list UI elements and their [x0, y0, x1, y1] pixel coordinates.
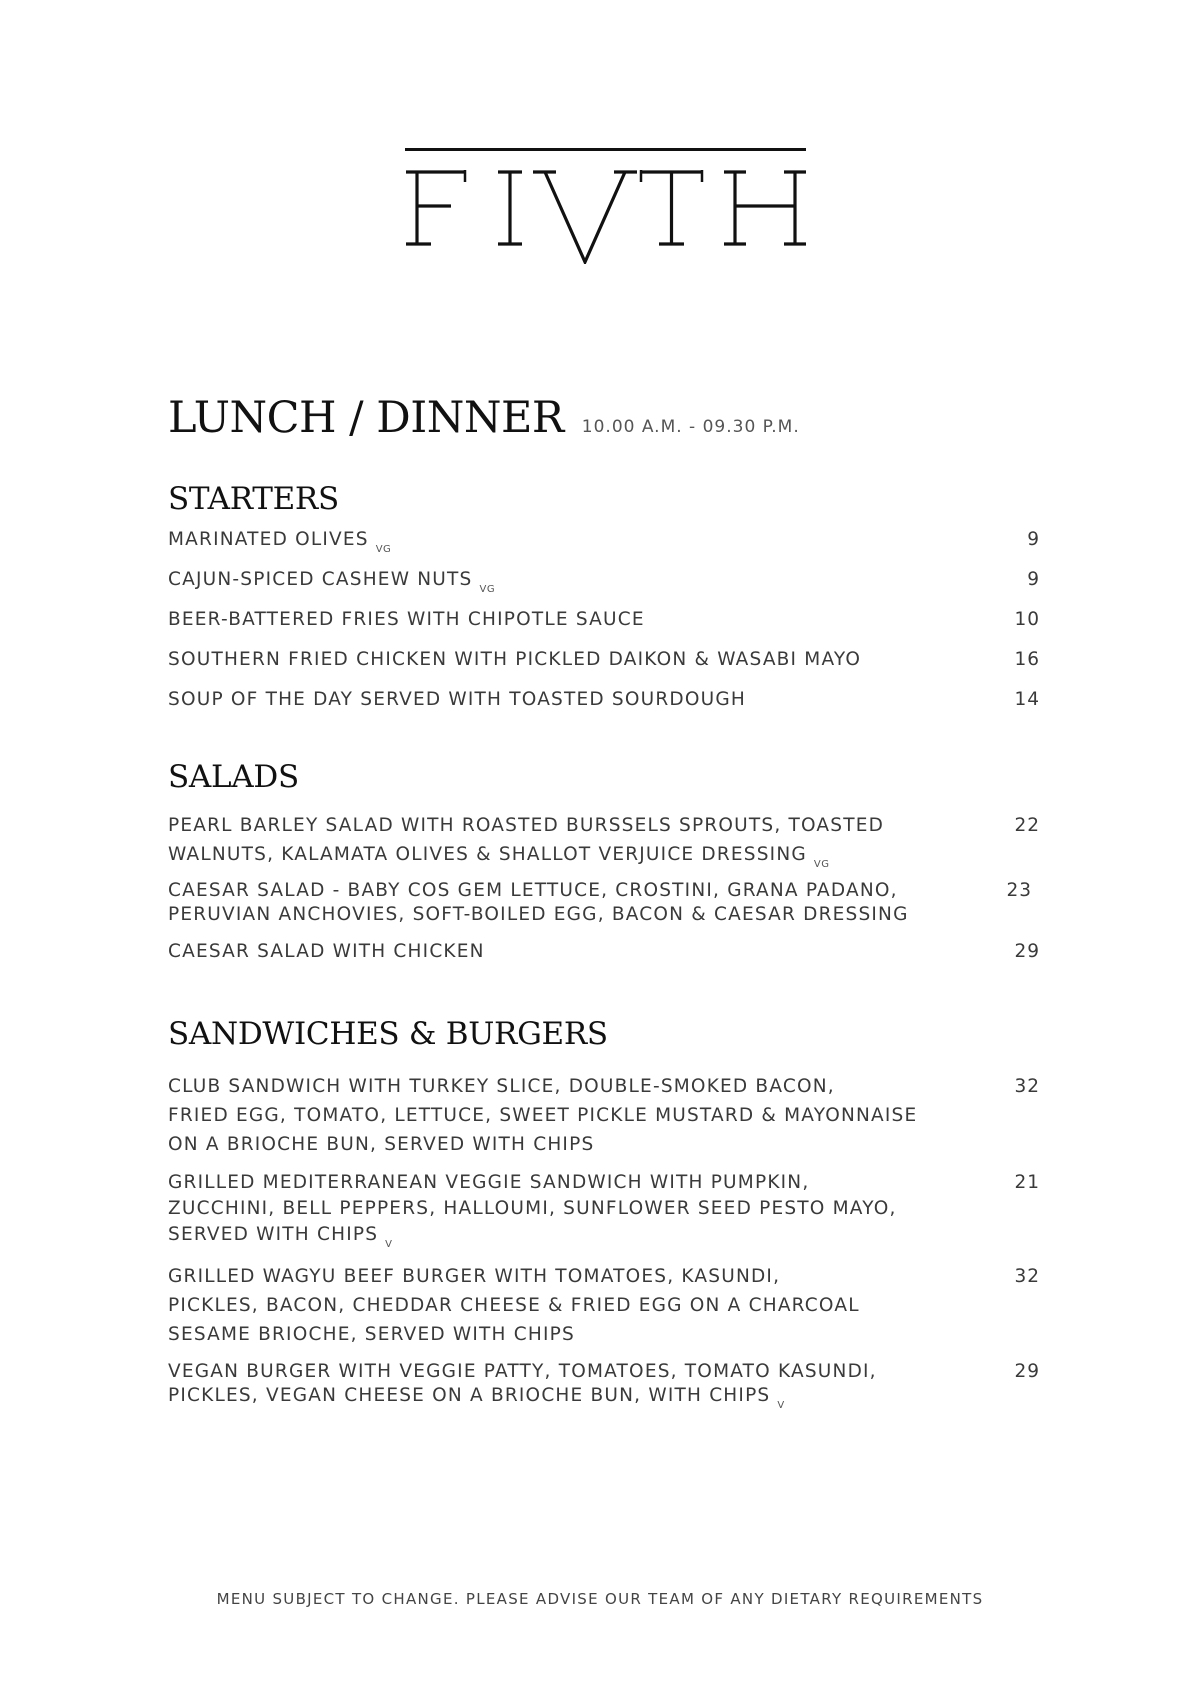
- diet-tag: V: [777, 1400, 785, 1411]
- menu-item: [168, 879, 1040, 927]
- item-description: PICKLES, VEGAN CHEESE ON A BRIOCHE BUN, WITH CHIPS $_V$: [168, 1385, 785, 1411]
- section-sandwiches-burgers: [168, 1014, 1040, 1411]
- menu-item: [168, 811, 1040, 872]
- menu-item: [168, 1262, 1040, 1349]
- section-heading: STARTERS: [168, 481, 339, 517]
- item-price: 32: [1014, 1266, 1040, 1287]
- menu-item: [168, 1072, 1040, 1159]
- menu-item: [168, 649, 1040, 670]
- section-starters: [168, 479, 1040, 710]
- diet-tag: VG: [479, 584, 496, 595]
- item-price: 29: [1014, 1361, 1040, 1382]
- item-description: WALNUTS, KALAMATA OLIVES & SHALLOT VERJUICE DRESSING $_{VG}$: [168, 844, 830, 870]
- item-price: 9: [1027, 569, 1040, 590]
- item-price: 21: [1014, 1172, 1040, 1193]
- item-name: GRILLED MEDITERRANEAN VEGGIE SANDWICH WITH PUMPKIN,: [168, 1172, 810, 1193]
- item-price: 23: [1006, 880, 1032, 901]
- menu-item: [168, 529, 1040, 555]
- item-name: PEARL BARLEY SALAD WITH ROASTED BURSSELS SPROUTS, TOASTED: [168, 815, 885, 836]
- menu-title-text: LUNCH / DINNER: [168, 393, 564, 443]
- item-description: SERVED WITH CHIPS $_V$: [168, 1224, 393, 1250]
- opening-hours: 10.00 A.M. - 09.30 P.M.: [581, 417, 800, 437]
- item-name: SOUP OF THE DAY SERVED WITH TOASTED SOURDOUGH: [168, 689, 746, 710]
- menu-item: [168, 941, 1040, 962]
- item-description: PICKLES, BACON, CHEDDAR CHEESE & FRIED EGG ON A CHARCOAL: [168, 1295, 860, 1316]
- menu-item: [168, 689, 1040, 710]
- item-name: CAESAR SALAD - BABY COS GEM LETTUCE, CROSTINI, GRANA PADANO,: [168, 880, 898, 901]
- item-price: 16: [1014, 649, 1040, 670]
- menu-title: [168, 393, 800, 449]
- diet-tag: V: [385, 1239, 393, 1250]
- footer-note: MENU SUBJECT TO CHANGE. PLEASE ADVISE OUR TEAM OF ANY DIETARY REQUIREMENTS: [216, 1590, 984, 1608]
- item-description: SESAME BRIOCHE, SERVED WITH CHIPS: [168, 1324, 575, 1345]
- section-heading: SANDWICHES & BURGERS: [168, 1016, 608, 1052]
- item-description: PERUVIAN ANCHOVIES, SOFT-BOILED EGG, BACON & CAESAR DRESSING: [168, 904, 909, 925]
- section-salads: [168, 757, 1040, 962]
- menu-item: [168, 1360, 1040, 1411]
- section-heading: SALADS: [168, 759, 299, 795]
- item-price: 14: [1014, 689, 1040, 710]
- menu-item: [168, 1170, 1040, 1251]
- item-description: ON A BRIOCHE BUN, SERVED WITH CHIPS: [168, 1134, 595, 1155]
- item-name: SOUTHERN FRIED CHICKEN WITH PICKLED DAIKON & WASABI MAYO: [168, 649, 862, 670]
- item-price: 29: [1014, 941, 1040, 962]
- menu-item: [168, 569, 1040, 595]
- diet-tag: VG: [375, 544, 392, 555]
- item-name: CAESAR SALAD WITH CHICKEN: [168, 941, 485, 962]
- item-price: 10: [1014, 609, 1040, 630]
- item-price: 22: [1014, 815, 1040, 836]
- item-name: CLUB SANDWICH WITH TURKEY SLICE, DOUBLE-SMOKED BACON,: [168, 1076, 835, 1097]
- item-price: 9: [1027, 529, 1040, 550]
- item-description: FRIED EGG, TOMATO, LETTUCE, SWEET PICKLE MUSTARD & MAYONNAISE: [168, 1105, 918, 1126]
- brand-logo: [405, 148, 806, 264]
- menu-item: [168, 609, 1040, 630]
- item-name: VEGAN BURGER WITH VEGGIE PATTY, TOMATOES, TOMATO KASUNDI,: [168, 1361, 877, 1382]
- item-description: ZUCCHINI, BELL PEPPERS, HALLOUMI, SUNFLOWER SEED PESTO MAYO,: [168, 1198, 897, 1219]
- item-price: 32: [1014, 1076, 1040, 1097]
- diet-tag: VG: [813, 859, 830, 870]
- item-name: GRILLED WAGYU BEEF BURGER WITH TOMATOES, KASUNDI,: [168, 1266, 781, 1287]
- item-name: BEER-BATTERED FRIES WITH CHIPOTLE SAUCE: [168, 609, 645, 630]
- item-name: MARINATED OLIVES $_{VG}$: [168, 529, 392, 555]
- item-name: CAJUN-SPICED CASHEW NUTS $_{VG}$: [168, 569, 496, 595]
